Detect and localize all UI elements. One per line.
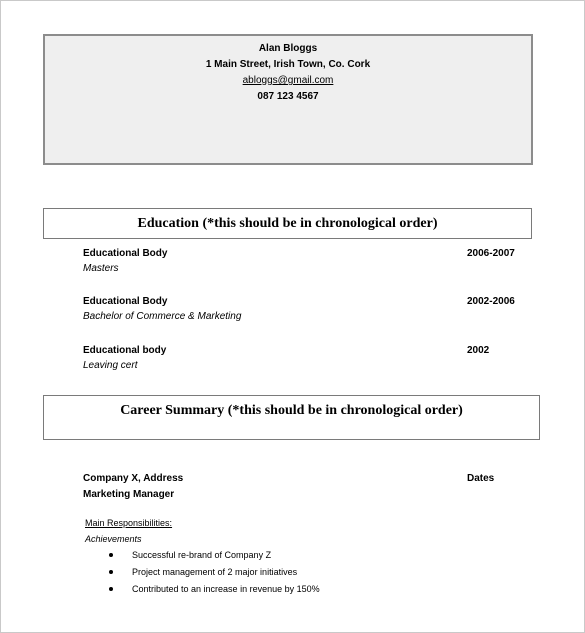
education-entry-3-qualification: Leaving cert bbox=[83, 360, 138, 371]
education-entry-1-body: Educational Body bbox=[83, 248, 168, 259]
career-dates: Dates bbox=[467, 473, 495, 484]
bullet-icon bbox=[109, 553, 113, 557]
education-entry-2-qualification: Bachelor of Commerce & Marketing bbox=[83, 311, 242, 322]
education-entry-3-body: Educational body bbox=[83, 345, 167, 356]
achievements-label: Achievements bbox=[85, 534, 142, 544]
candidate-email-link[interactable]: abloggs@gmail.com bbox=[242, 75, 334, 86]
career-heading: Career Summary (*this should be in chronological order) bbox=[43, 395, 540, 440]
responsibilities-label: Main Responsibilities: bbox=[85, 518, 173, 528]
bullet-icon bbox=[109, 587, 113, 591]
education-entry-1-qualification: Masters bbox=[83, 263, 119, 274]
education-entry-1-years: 2006-2007 bbox=[467, 248, 515, 259]
achievement-text: Contributed to an increase in revenue by 150% bbox=[132, 584, 320, 594]
candidate-phone: 087 123 4567 bbox=[257, 91, 319, 102]
career-company: Company X, Address bbox=[83, 473, 184, 484]
contact-header-box bbox=[43, 34, 533, 165]
education-entry-2-years: 2002-2006 bbox=[467, 296, 515, 307]
education-entry-3-years: 2002 bbox=[467, 345, 490, 356]
achievement-text: Project management of 2 major initiatives bbox=[132, 567, 298, 577]
education-heading: Education (*this should be in chronological order) bbox=[43, 208, 532, 239]
bullet-icon bbox=[109, 570, 113, 574]
candidate-name: Alan Bloggs bbox=[258, 43, 318, 54]
achievement-text: Successful re-brand of Company Z bbox=[132, 550, 272, 560]
education-entry-2-body: Educational Body bbox=[83, 296, 168, 307]
candidate-address: 1 Main Street, Irish Town, Co. Cork bbox=[205, 59, 371, 70]
career-role: Marketing Manager bbox=[83, 489, 175, 500]
